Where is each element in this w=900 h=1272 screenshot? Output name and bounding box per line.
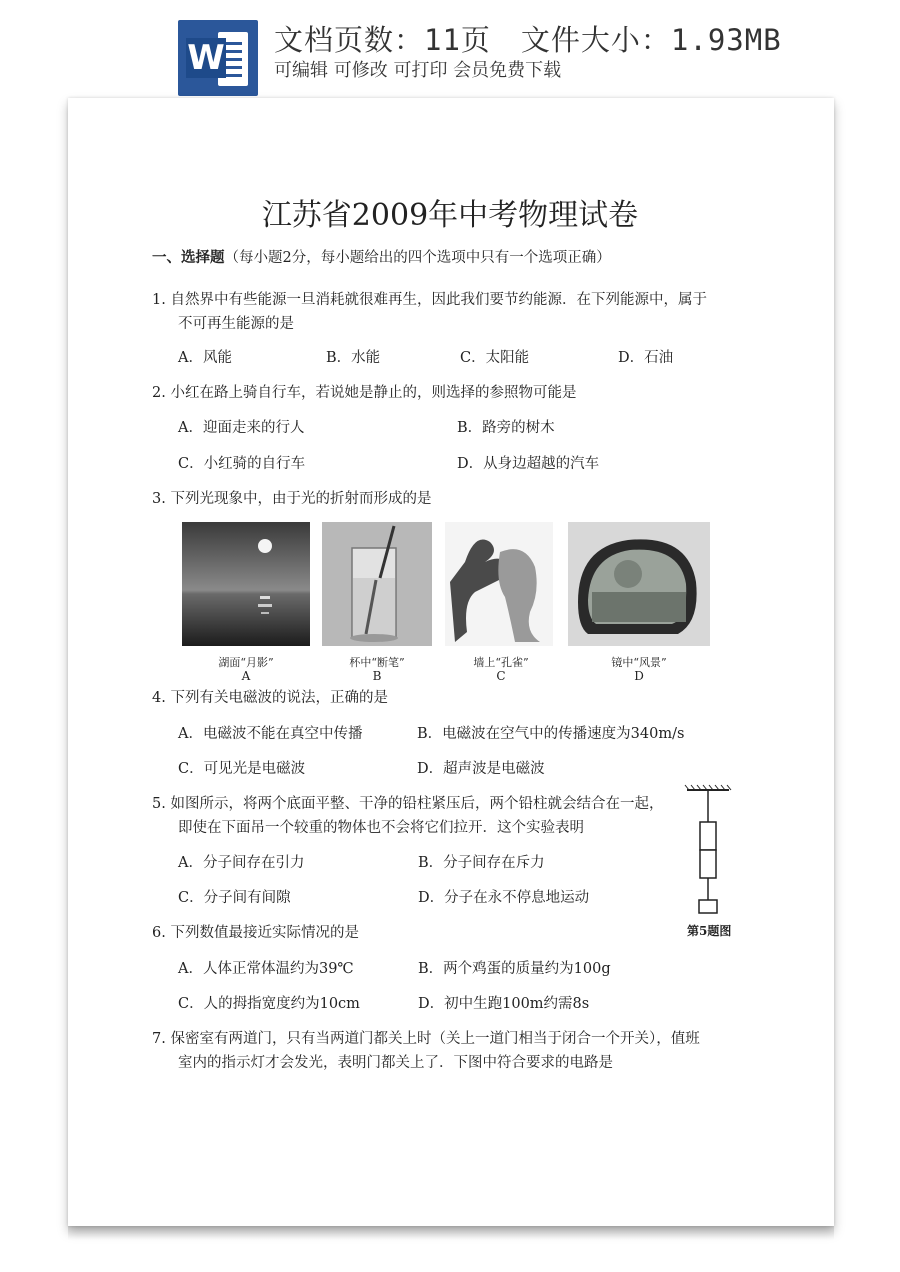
q1-option-c: C．太阳能	[460, 350, 530, 366]
q4-option-d: D．超声波是电磁波	[417, 761, 545, 777]
q1-option-b: B．水能	[326, 350, 381, 366]
q3-label-b: B	[372, 669, 382, 683]
q6-option-c: C．人的拇指宽度约为10cm	[178, 996, 360, 1012]
question-1-line1: 1. 自然界中有些能源一旦消耗就很难再生，因此我们要节约能源．在下列能源中，属于	[152, 292, 707, 308]
q2-option-c: C．小红骑的自行车	[178, 456, 306, 472]
q4-option-c: C．可见光是电磁波	[178, 761, 306, 777]
q5-option-c: C．分子间有间隙	[178, 890, 291, 906]
section-heading-label: 一、选择题	[152, 249, 225, 266]
q4-option-a: A．电磁波不能在真空中传播	[178, 726, 363, 742]
q1-option-d: D．石油	[618, 350, 674, 366]
question-7-line1: 7. 保密室有两道门，只有当两道门都关上时（关上一道门相当于闭合一个开关），值班	[152, 1031, 700, 1047]
question-2-line1: 2. 小红在路上骑自行车，若说她是静止的，则选择的参照物可能是	[152, 385, 577, 401]
banner-subtitle: 可编辑 可修改 可打印 会员免费下载	[274, 60, 562, 81]
section-heading-note: （每小题2分，每小题给出的四个选项中只有一个选项正确）	[224, 250, 611, 266]
lake-moon-photo	[182, 522, 310, 646]
question-5-line2: 即使在下面吊一个较重的物体也不会将它们拉开．这个实验表明	[178, 820, 584, 836]
q4-option-b: B．电磁波在空气中的传播速度为340m/s	[417, 726, 685, 742]
question-4-line1: 4. 下列有关电磁波的说法，正确的是	[152, 690, 388, 706]
question-5-line1: 5. 如图所示，将两个底面平整、干净的铅柱紧压后，两个铅柱就会结合在一起，	[152, 796, 664, 812]
banner-title: 文档页数：11页 文件大小：1.93MB	[274, 23, 782, 57]
q3-caption-d: 镜中“风景”	[611, 656, 667, 669]
car-mirror-photo	[568, 522, 710, 646]
header-banner	[0, 0, 900, 100]
page-shadow	[68, 1226, 834, 1240]
question-6-line1: 6. 下列数值最接近实际情况的是	[152, 925, 359, 941]
q5-figure-caption: 第5题图	[687, 924, 732, 938]
q5-option-a: A．分子间存在引力	[178, 855, 305, 871]
q3-label-a: A	[241, 669, 251, 683]
q5-option-d: D．分子在永不停息地运动	[418, 890, 590, 906]
q6-option-d: D．初中生跑100m约需8s	[418, 996, 590, 1012]
q2-option-a: A．迎面走来的行人	[178, 420, 305, 436]
q6-option-a: A．人体正常体温约为39℃	[178, 961, 354, 977]
q5-option-b: B．分子间存在斥力	[418, 855, 545, 871]
document-title: 江苏省2009年中考物理试卷	[261, 198, 639, 233]
broken-pencil-glass-photo	[322, 522, 432, 646]
question-7-line2: 室内的指示灯才会发光，表明门都关上了．下图中符合要求的电路是	[178, 1055, 613, 1071]
q3-caption-b: 杯中“断笔”	[349, 656, 405, 669]
q2-option-b: B．路旁的树木	[457, 420, 555, 436]
q1-option-a: A．风能	[178, 350, 232, 366]
q6-option-b: B．两个鸡蛋的质量约为100g	[418, 961, 611, 977]
question-1-line2: 不可再生能源的是	[178, 316, 294, 332]
word-document-icon: W	[178, 20, 258, 96]
lead-cylinders-figure	[683, 784, 733, 918]
question-3-line1: 3. 下列光现象中，由于光的折射而形成的是	[152, 491, 432, 507]
section-heading	[152, 246, 611, 267]
q3-label-c: C	[496, 669, 506, 683]
q3-caption-c: 墙上“孔雀”	[473, 656, 529, 669]
q3-caption-a: 湖面“月影”	[218, 656, 274, 669]
hand-shadow-peacock-photo	[445, 522, 553, 646]
q2-option-d: D．从身边超越的汽车	[457, 456, 600, 472]
q3-label-d: D	[634, 669, 644, 683]
